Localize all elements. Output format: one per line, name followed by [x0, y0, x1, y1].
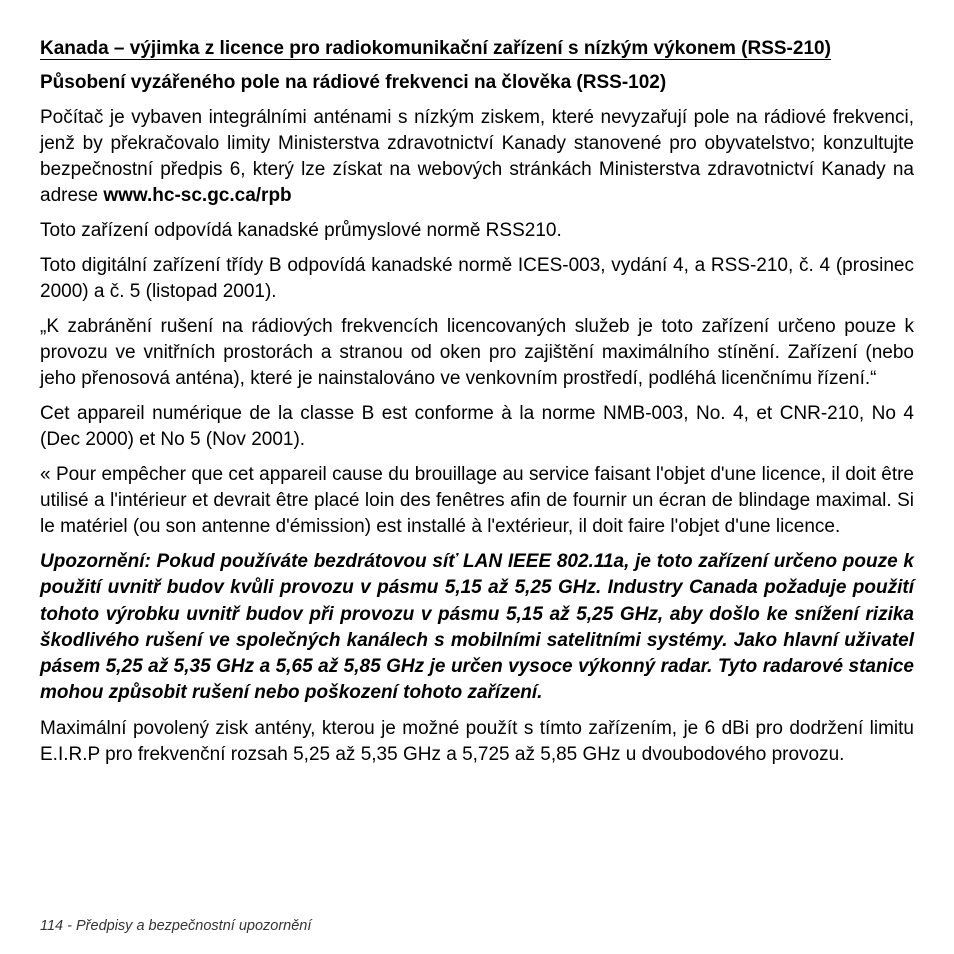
paragraph-interference-fr: « Pour empêcher que cet appareil cause du brouillage au service faisant l'objet d'une licence, il doit être utilisé a l'intérieur et devrait être placé loin des fenêtres afin de fournir un écran de blindage maximal. Si le matériel (ou son antenne d'émission) est installé à l'extérieur, il doit faire l'objet d'une licence. — [40, 464, 914, 537]
paragraph-antenna-gain: Maximální povolený zisk antény, kterou je možné použít s tímto zařízením, je 6 dBi pro dodržení limitu E.I.R.P pro frekvenční rozsah 5,25 až 5,35 GHz a 5,725 až 5,85 GHz u dvoubodového provozu. — [40, 717, 914, 765]
paragraph-rf-exposure-text: Počítač je vybaven integrálními anténami s nízkým ziskem, které nevyzařují pole na rádiové frekvenci, jenž by překračovalo limity Ministerstva zdravotnictví Kanady stanovené pro obyvatelstvo; konzultujte bezpečnostní předpis 6, který lze získat na webových stránkách Ministerstva zdravotnictví Kanady na adrese — [40, 107, 914, 206]
section-title-wrap — [40, 36, 870, 61]
paragraph-interference-cz: „K zabránění rušení na rádiových frekvencích licencovaných služeb je toto zařízení určeno pouze k provozu ve vnitřních prostorách a stranou od oken pro zajištění maximálního stínění. Zařízení (nebo jeho přenosová anténa), které je nainstalováno ve venkovním prostředí, podléhá licenčnímu řízení.“ — [40, 316, 914, 389]
warning-paragraph: Upozornění: Pokud používáte bezdrátovou síť LAN IEEE 802.11a, je toto zařízení určeno pouze k použití uvnitř budov kvůli provozu v pásmu 5,15 až 5,25 GHz. Industry Canada požaduje použití tohoto výrobku uvnitř budov při provozu v pásmu 5,15 až 5,25 GHz, aby došlo ke snížení rizika škodlivého rušení ve společných kanálech s mobilními satelitními systémy. Jako hlavní uživatel pásem 5,25 až 5,35 GHz a 5,65 až 5,85 GHz je určen vysoce výkonný radar. Tyto radarové stanice mohou způsobit rušení nebo poškození tohoto zařízení. — [40, 551, 914, 704]
health-canada-url: www.hc-sc.gc.ca/rpb — [103, 185, 292, 206]
section-subtitle: Působení vyzářeného pole na rádiové frekvenci na člověka (RSS-102) — [40, 72, 667, 93]
document-page — [40, 36, 914, 777]
paragraph-ices003: Toto digitální zařízení třídy B odpovídá kanadské normě ICES-003, vydání 4, a RSS-210, č. 4 (prosinec 2000) a č. 5 (listopad 2001). — [40, 255, 914, 302]
page-footer: 114 - Předpisy a bezpečnostní upozornění — [40, 918, 312, 934]
paragraph-rf-exposure — [40, 105, 914, 209]
section-title: Kanada – výjimka z licence pro radiokomunikační zařízení s nízkým výkonem (RSS-210) — [40, 38, 831, 59]
paragraph-nmb003-fr: Cet appareil numérique de la classe B est conforme à la norme NMB-003, No. 4, et CNR-210, No 4 (Dec 2000) et No 5 (Nov 2001). — [40, 403, 914, 450]
paragraph-rss210: Toto zařízení odpovídá kanadské průmyslové normě RSS210. — [40, 220, 562, 241]
